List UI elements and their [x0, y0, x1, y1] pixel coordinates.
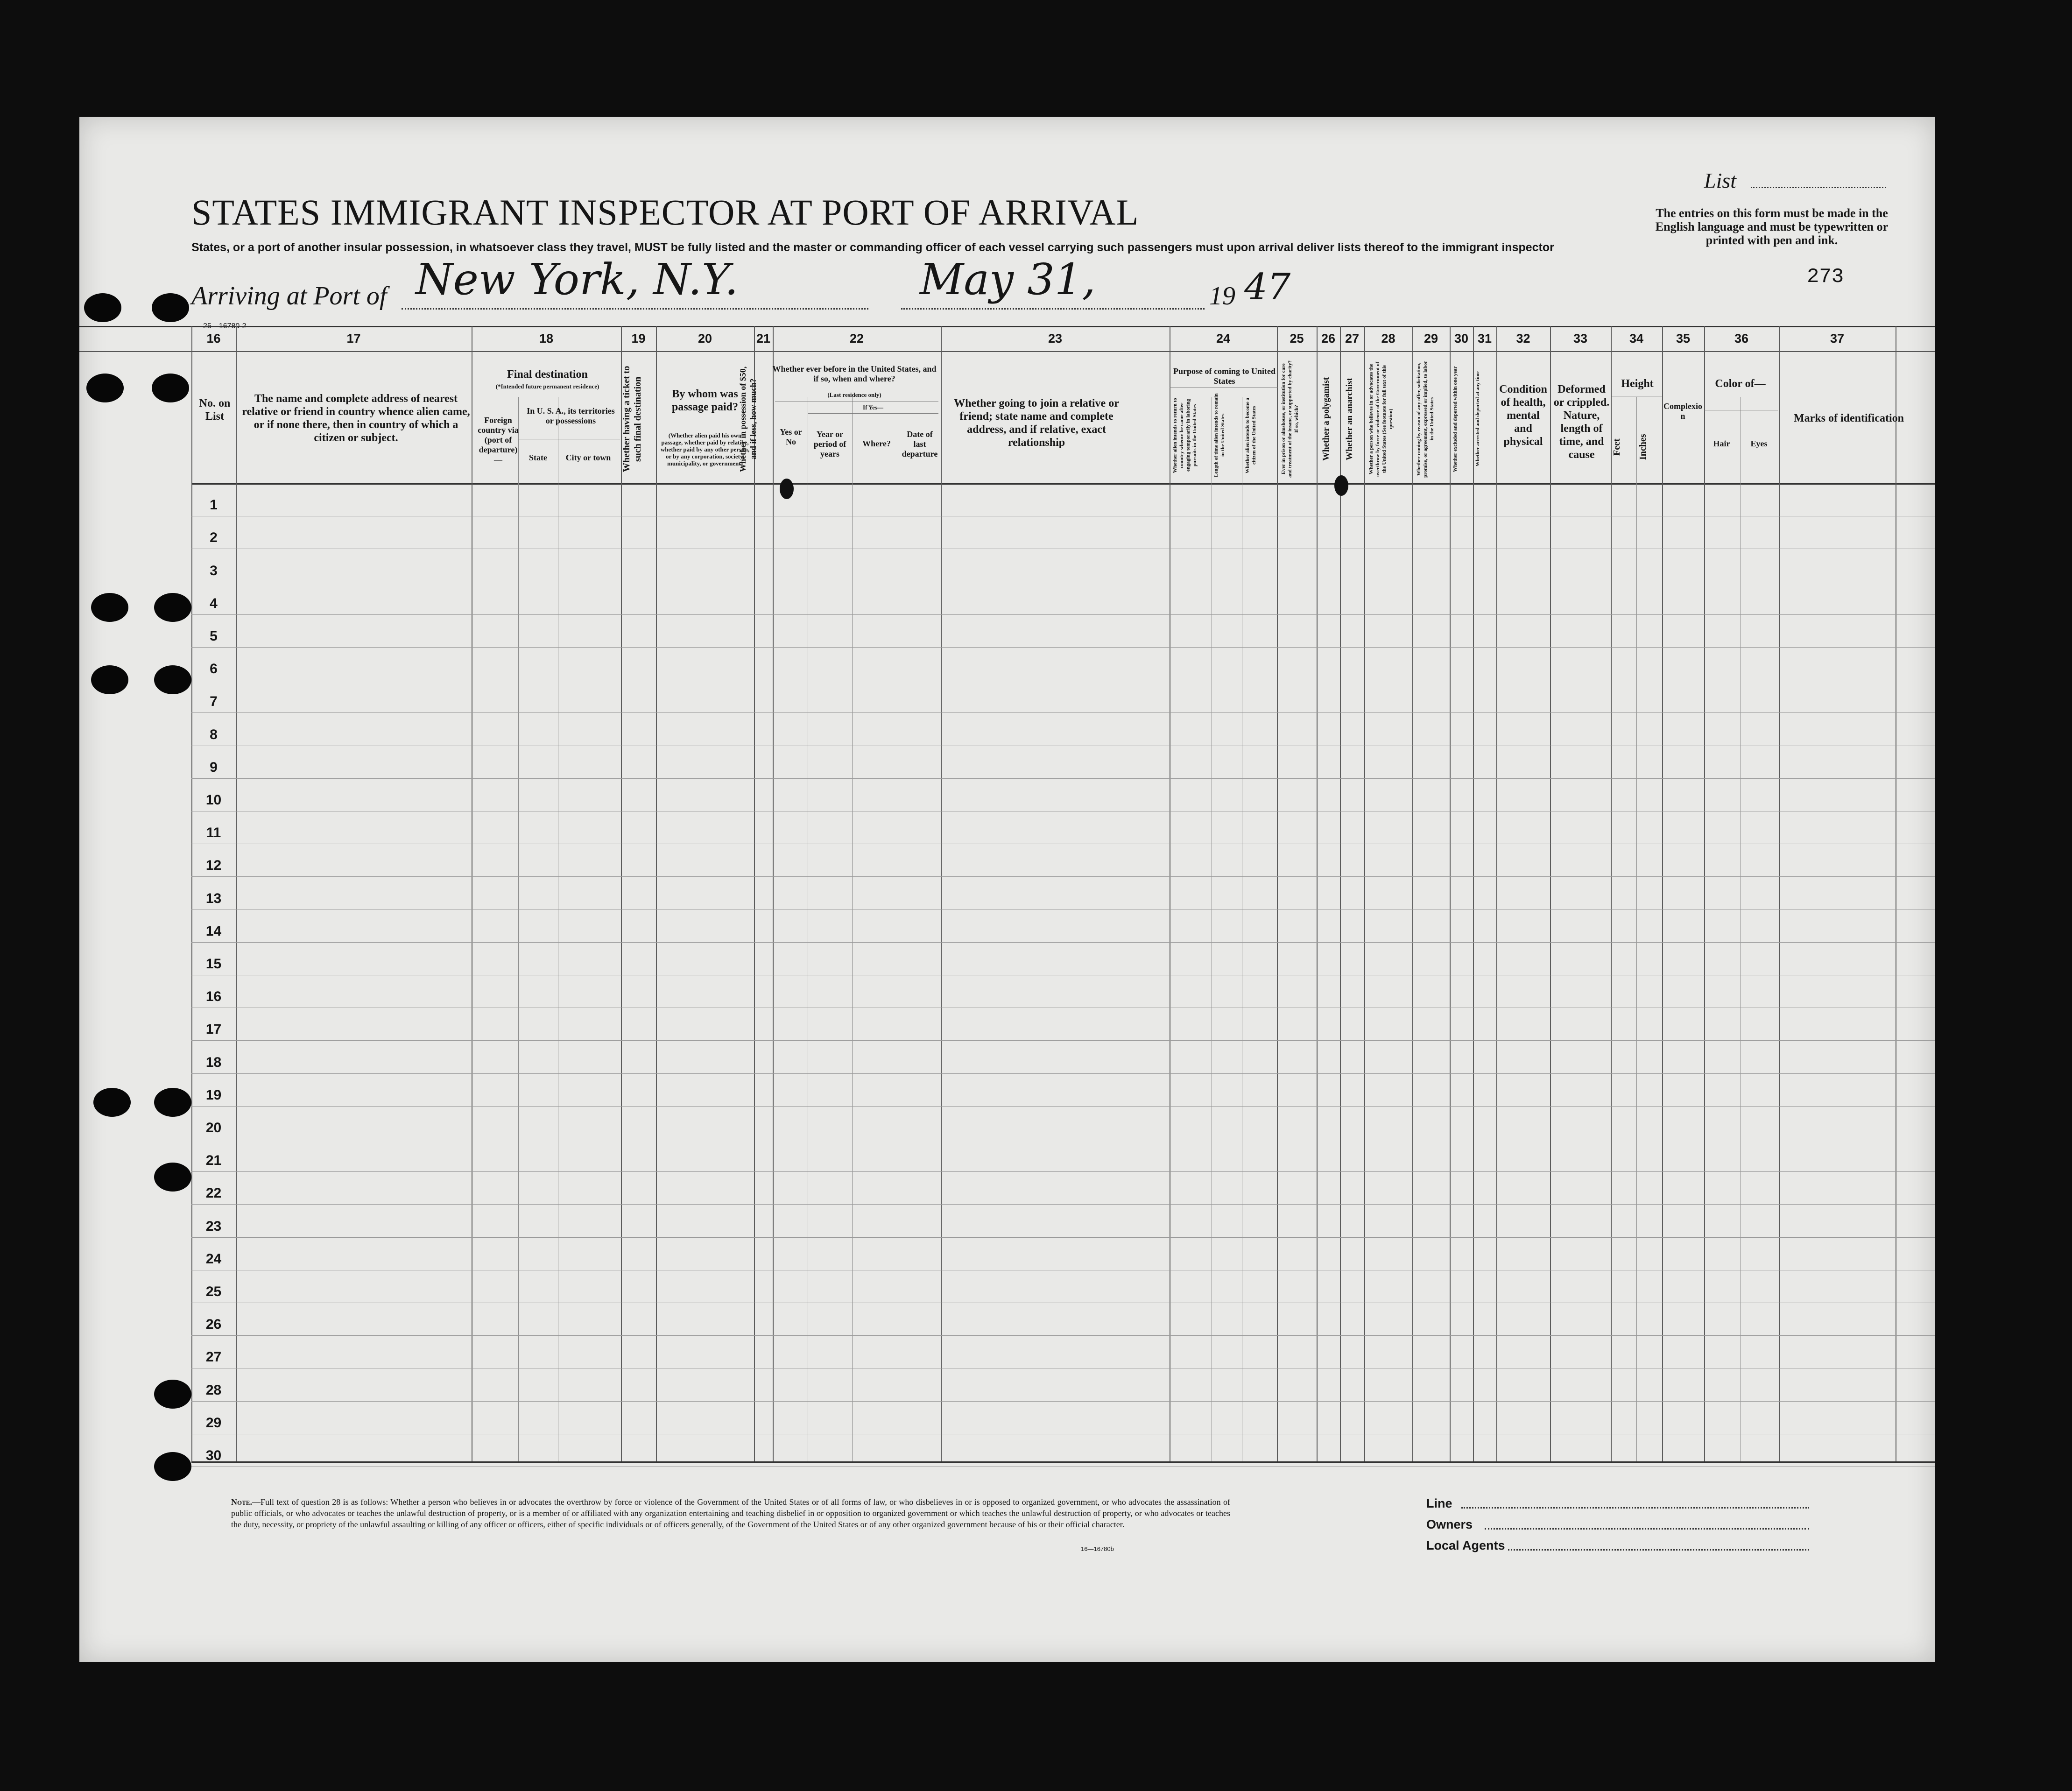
row-rule	[191, 1106, 1935, 1107]
row-rule	[191, 1040, 1935, 1041]
col17-header: The name and complete address of nearest relative or friend in country whence alien came, or if none there, then in country of which a citizen or subject.	[242, 393, 470, 444]
row-rule	[191, 1237, 1935, 1238]
footnote-label: Note.	[231, 1497, 252, 1507]
row-number: 7	[210, 694, 218, 710]
punch-hole	[84, 293, 121, 322]
row-number: 3	[210, 563, 218, 578]
punch-hole	[154, 593, 191, 622]
column-number: 19	[631, 331, 646, 346]
column-rule	[1496, 326, 1497, 1461]
row-number: 24	[205, 1251, 222, 1267]
punch-hole	[93, 1088, 131, 1117]
form-title: STATES IMMIGRANT INSPECTOR AT PORT OF ARRIVAL	[191, 192, 1139, 233]
column-number: 36	[1734, 331, 1749, 346]
punch-hole	[91, 665, 128, 694]
col36-title: Color of—	[1715, 378, 1766, 390]
table-bottom-rule	[191, 1461, 1935, 1463]
column-rule	[621, 326, 622, 1461]
column-number: 18	[539, 331, 554, 346]
arriving-label: Arriving at Port of	[191, 282, 387, 310]
row-number: 10	[205, 792, 222, 808]
row-rule	[191, 778, 1935, 779]
column-number: 28	[1381, 331, 1395, 346]
owners-field	[1485, 1528, 1809, 1530]
col18-foreign: Foreign country via (port of departure)—	[478, 416, 519, 464]
local-agents-field	[1508, 1549, 1809, 1551]
col22-year: Year or period of years	[813, 430, 846, 458]
port-handwritten: New York, N.Y.	[416, 254, 739, 304]
col29-header: Whether coming by reason of any offer, solicitation, promise, or agreement, expressed or implied, to labor in the United States	[1416, 360, 1435, 478]
row-number: 20	[205, 1120, 222, 1135]
row-number: 16	[205, 989, 222, 1005]
row-number: 30	[205, 1448, 222, 1463]
col23-header: Whether going to join a relative or friend; state name and complete address, and if relative, exact relationship	[954, 397, 1119, 449]
punch-hole	[152, 374, 189, 402]
punch-hole	[154, 1452, 191, 1481]
footnote-text: —Full text of question 28 is as follows: Whether a person who believes in or advocates the overthrow by force or violence of the Government of the United States or of all forms of law, or who disbelieves in or is opposed to organized government, or who advocates the assassination of public officials, or who advocates or teaches the unlawful destruction of property, or is a member of or affiliated with any organization entertaining and teaching disbelief in or opposition to organized government or which teaches the unlawful destruction of property, or who advocates or teaches the duty, necessity, or propriety of the unlawful assaulting or killing of any officer or officers, either of specific individuals or of officers generally, of the Government of the United States or of any other organized government because of his or their official character.	[231, 1497, 1230, 1529]
column-number: 25	[1290, 331, 1304, 346]
column-rule	[1450, 326, 1451, 1461]
col24-length: Length of time alien intends to remain in the United States	[1213, 393, 1226, 478]
sub-column-rule	[518, 397, 519, 1461]
ink-blot	[1334, 475, 1348, 496]
row-number: 26	[205, 1317, 222, 1333]
row-number: 17	[205, 1022, 222, 1037]
col34-title: Height	[1621, 378, 1654, 390]
row-number: 29	[205, 1415, 222, 1431]
column-number: 16	[206, 331, 221, 346]
col34-feet: Feet	[1612, 438, 1622, 456]
column-rule	[1364, 326, 1365, 1461]
row-number: 11	[206, 825, 221, 841]
row-number: 5	[210, 628, 218, 644]
row-rule	[191, 1335, 1935, 1336]
col30-header: Whether excluded and deported within one year	[1452, 366, 1458, 472]
col36-hair: Hair	[1713, 439, 1730, 448]
row-number: 23	[205, 1218, 222, 1234]
port-line	[402, 308, 868, 310]
col33-header: Deformed or crippled. Nature, length of time, and cause	[1553, 383, 1610, 461]
col20-title: By whom was passage paid?	[671, 388, 739, 413]
row-rule	[191, 712, 1935, 713]
col22-yesno: Yes or No	[780, 427, 802, 446]
col24-citizen: Whether alien intends to become a citizen of the United States	[1245, 397, 1257, 473]
column-number: 33	[1573, 331, 1588, 346]
local-agents-label: Local Agents	[1426, 1538, 1505, 1552]
row-rule	[191, 1073, 1935, 1074]
instructions-note: The entries on this form must be made in the English language and must be typewritten or printed with pen and ink.	[1655, 206, 1889, 247]
row-number: 1	[210, 497, 218, 513]
col27-header: Whether an anarchist	[1345, 378, 1354, 460]
col22-ifyes-rule	[808, 413, 938, 414]
column-number: 31	[1477, 331, 1492, 346]
col18-state: State	[529, 453, 547, 462]
manifest-sheet	[79, 117, 1935, 1662]
sub-column-rule	[852, 397, 853, 1461]
row-number: 8	[210, 726, 218, 742]
col18-note: (*Intended future permanent residence)	[495, 383, 599, 390]
list-number-line	[1751, 187, 1886, 188]
column-number: 32	[1516, 331, 1530, 346]
punch-hole	[91, 593, 128, 622]
year-prefix: 19	[1209, 282, 1235, 310]
column-rule	[1317, 326, 1318, 1461]
punch-hole	[86, 374, 124, 402]
row-number: 4	[210, 595, 218, 611]
punch-hole	[152, 293, 189, 322]
col18-city: City or town	[565, 453, 611, 462]
date-line	[901, 308, 1205, 310]
col22-title: Whether ever before in the United States, and if so, when and where?	[772, 364, 937, 383]
column-rule	[1611, 326, 1612, 1461]
column-rule	[1412, 326, 1413, 1461]
col35-header: Complexion	[1663, 402, 1702, 421]
col31-header: Whether arrested and deported at any time	[1475, 371, 1480, 467]
row-number: 14	[205, 923, 222, 939]
col34-inches: Inches	[1638, 434, 1648, 460]
column-number: 20	[698, 331, 712, 346]
column-rule	[754, 326, 755, 1461]
col18-title: Final destination	[507, 368, 588, 381]
column-number: 34	[1629, 331, 1644, 346]
col26-header: Whether a polygamist	[1321, 377, 1331, 461]
row-number: 6	[210, 661, 218, 677]
column-rule	[1340, 326, 1341, 1461]
col20-note: (Whether alien paid his own passage, whether paid by relative, whether paid by any other person, or by any corporation, society, municipality, or government)	[660, 432, 750, 467]
owners-label: Owners	[1426, 1517, 1473, 1531]
punch-hole	[154, 1163, 191, 1192]
column-rule	[1704, 326, 1705, 1461]
column-rule	[656, 326, 657, 1461]
col22-ifyes: If Yes—	[863, 404, 883, 411]
row-rule	[191, 614, 1935, 615]
page-number: 273	[1807, 265, 1844, 289]
column-number: 23	[1048, 331, 1063, 346]
column-number: 35	[1676, 331, 1691, 346]
row-rule	[191, 1204, 1935, 1205]
row-number: 12	[205, 858, 222, 874]
row-number: 2	[210, 530, 218, 546]
column-number: 22	[849, 331, 864, 346]
row-number: 18	[205, 1054, 222, 1070]
sub-column-rule	[1636, 397, 1637, 1461]
column-rule	[1662, 326, 1663, 1461]
column-rule	[236, 326, 237, 1461]
column-rule	[1277, 326, 1278, 1461]
column-number-rule	[79, 351, 1935, 352]
column-number: 21	[756, 331, 771, 346]
footer-form-code: 16—16780b	[1081, 1545, 1114, 1552]
col24-title: Purpose of coming to United States	[1173, 367, 1276, 386]
col36-eyes: Eyes	[1750, 439, 1768, 448]
col24-return: Whether alien intends to return to country whence he came after engaging temporarily in laboring pursuits in the United States	[1172, 398, 1198, 473]
ink-blot	[780, 479, 794, 499]
row-rule	[191, 876, 1935, 877]
list-label: List	[1704, 169, 1737, 192]
row-number: 9	[210, 759, 218, 775]
row-number: 28	[205, 1382, 222, 1398]
form-number: 25—16780-2	[203, 322, 247, 330]
col19-header: Whether having a ticket to such final destination	[621, 366, 643, 472]
row-number: 13	[205, 890, 222, 906]
form-subtitle: States, or a port of another insular possession, in whatsoever class they travel, MUST be fully listed and the master or commanding officer of each vessel carrying such passengers must upon arrival deliver lists thereof to the immigrant inspector	[191, 241, 1554, 254]
row-rule	[191, 1401, 1935, 1402]
col22-where: Where?	[862, 439, 891, 448]
column-rule	[1779, 326, 1780, 1461]
row-number: 21	[205, 1153, 222, 1169]
col28-header: Whether a person who believes in or advocates the overthrow by force or violence of the Government of the United States (See footnote for full text of this question)	[1368, 361, 1394, 477]
line-label: Line	[1426, 1496, 1452, 1510]
row-number: 15	[205, 956, 222, 972]
col25-header: Ever in prison or almshouse, or institution for care and treatment of the insane, or supported by charity? If so, which?	[1281, 360, 1299, 478]
column-number: 27	[1345, 331, 1360, 346]
row-number: 19	[205, 1087, 222, 1103]
column-number: 26	[1321, 331, 1336, 346]
col21-header: Whether in possession of $50, and if less, how much?	[738, 366, 758, 472]
row-rule	[191, 647, 1935, 648]
column-rule	[1550, 326, 1551, 1461]
footnote	[231, 1496, 1230, 1530]
column-number: 17	[346, 331, 361, 346]
row-number: 27	[205, 1349, 222, 1365]
table-top-rule	[79, 326, 1935, 327]
col22-date: Date of last departure	[902, 430, 938, 458]
punch-hole	[154, 1380, 191, 1409]
header-bottom-rule	[191, 483, 1935, 485]
punch-hole	[154, 665, 191, 694]
col37-header: Marks of identification	[1794, 412, 1904, 424]
column-number: 30	[1454, 331, 1469, 346]
col22-note: (Last residence only)	[827, 391, 881, 398]
column-number: 29	[1424, 331, 1438, 346]
year-handwritten: 47	[1244, 266, 1291, 308]
column-rule	[1473, 326, 1474, 1461]
row-number: 22	[205, 1185, 222, 1201]
row-rule	[191, 1171, 1935, 1172]
column-rule	[773, 326, 774, 1461]
column-number: 24	[1216, 331, 1231, 346]
column-rule	[941, 326, 942, 1461]
punch-hole	[154, 1088, 191, 1117]
col18-usa: In U. S. A., its territories or possessions	[527, 406, 615, 425]
date-handwritten: May 31,	[920, 254, 1096, 304]
line-field	[1461, 1507, 1809, 1509]
row-rule	[191, 942, 1935, 943]
column-number: 37	[1830, 331, 1845, 346]
col16-header: No. on List	[199, 397, 231, 423]
row-number: 25	[205, 1284, 222, 1299]
col32-header: Condition of health, mental and physical	[1499, 383, 1547, 448]
